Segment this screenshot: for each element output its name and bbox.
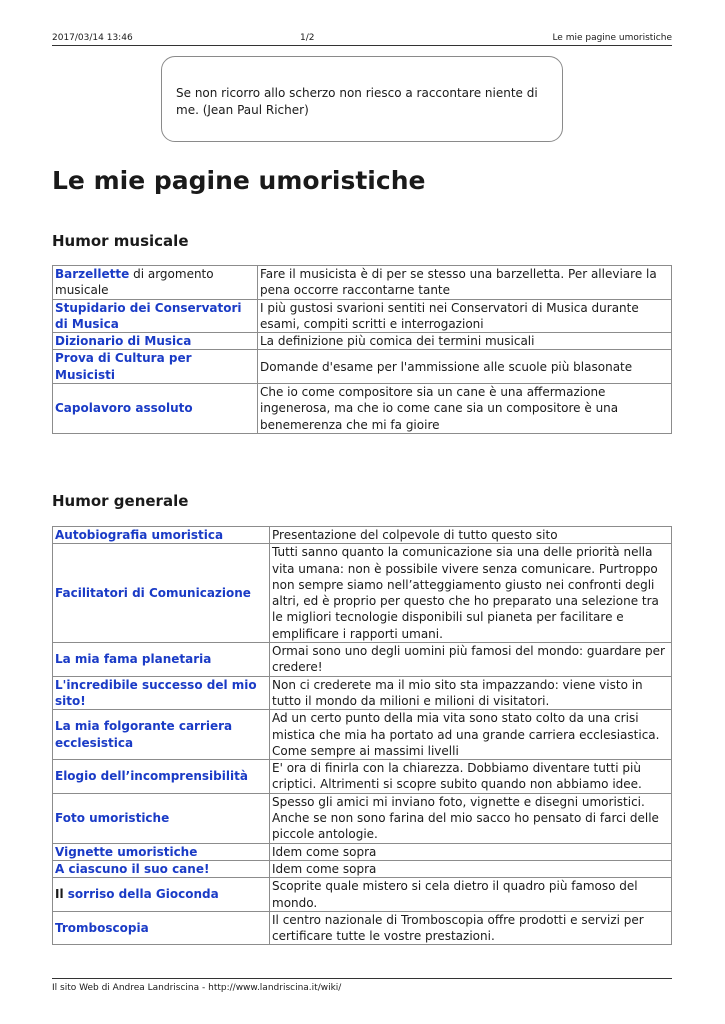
table-row — [53, 676, 672, 710]
section-heading-general: Humor generale — [52, 492, 189, 510]
row-title-link[interactable]: A ciascuno il suo cane! — [55, 861, 210, 876]
row-description: La definizione più comica dei termini musicali — [258, 333, 672, 350]
table-row — [53, 911, 672, 945]
row-title-link[interactable]: sorriso della Gioconda — [67, 887, 219, 902]
print-footer — [52, 978, 672, 994]
music-table — [52, 265, 672, 434]
row-title-link[interactable]: Prova di Cultura per Musicisti — [55, 351, 192, 382]
quote-box — [161, 56, 563, 142]
row-title-prefix: Il — [55, 887, 68, 902]
row-title-link[interactable]: La mia folgorante carriera ecclesistica — [55, 719, 233, 750]
row-title-link[interactable]: Stupidario dei Conservatori di Musica — [55, 300, 242, 331]
table-row — [53, 760, 672, 794]
page-number: 1/2 — [300, 33, 315, 43]
footer-text: Il sito Web di Andrea Landriscina - http://www.landriscina.it/wiki/ — [52, 983, 342, 993]
row-title-cell — [53, 643, 270, 677]
row-title-link[interactable]: Elogio dell’incomprensibilità — [55, 769, 248, 784]
table-row — [53, 266, 672, 300]
row-title-link[interactable]: Facilitatori di Comunicazione — [55, 586, 251, 601]
table-row — [53, 350, 672, 384]
table-row — [53, 333, 672, 350]
row-title-suffix: di argomento musicale — [55, 267, 214, 298]
row-title-cell — [53, 544, 270, 643]
table-row — [53, 299, 672, 333]
row-description: Idem come sopra — [270, 843, 672, 860]
row-title-link[interactable]: Capolavoro assoluto — [55, 401, 193, 416]
row-title-cell — [53, 793, 270, 843]
row-title-link[interactable]: L'incredibile successo del mio sito! — [55, 677, 257, 708]
row-description: Che io come compositore sia un cane è una affermazione ingenerosa, ma che io come cane sia un compositore è una benemerenza che mi fa gioire — [258, 384, 672, 434]
row-description: Ormai sono uno degli uomini più famosi del mondo: guardare per credere! — [270, 643, 672, 677]
print-doc-title: Le mie pagine umoristiche — [552, 33, 672, 43]
row-title-link[interactable]: Barzellette — [55, 267, 130, 281]
row-title-cell — [53, 843, 270, 860]
table-row — [53, 643, 672, 677]
row-description: Non ci crederete ma il mio sito sta impazzando: viene visto in tutto il mondo da milioni e milioni di visitatori. — [270, 676, 672, 710]
row-description: Il centro nazionale di Tromboscopia offre prodotti e servizi per certificare tutte le vostre prestazioni. — [270, 911, 672, 945]
row-title-cell — [53, 860, 270, 877]
print-header — [52, 32, 672, 46]
row-title-cell — [53, 911, 270, 945]
table-row — [53, 793, 672, 843]
table-row — [53, 843, 672, 860]
row-title-cell — [53, 384, 258, 434]
table-row — [53, 527, 672, 544]
quote-text: Se non ricorro allo scherzo non riesco a raccontare niente di me. (Jean Paul Richer) — [176, 86, 538, 117]
row-title-cell — [53, 333, 258, 350]
row-description: Spesso gli amici mi inviano foto, vignette e disegni umoristici. Anche se non sono farina del mio sacco ho pensato di farci delle piccole antologie. — [270, 793, 672, 843]
row-title-cell — [53, 266, 258, 300]
table-row — [53, 878, 672, 912]
row-title-cell — [53, 878, 270, 912]
print-datetime: 2017/03/14 13:46 — [52, 33, 133, 43]
row-title-cell — [53, 527, 270, 544]
section-heading-music: Humor musicale — [52, 232, 189, 250]
page-title: Le mie pagine umoristiche — [52, 166, 426, 195]
table-row — [53, 384, 672, 434]
row-description: Scoprite quale mistero si cela dietro il quadro più famoso del mondo. — [270, 878, 672, 912]
row-description: Idem come sopra — [270, 860, 672, 877]
row-title-cell — [53, 350, 258, 384]
row-description: Tutti sanno quanto la comunicazione sia una delle priorità nella vita umana: non è possibile vivere senza comunicare. Purtroppo non sempre siamo nell’atteggiamento giusto nei confronti degli altri, ed è proprio per questo che ho preparato una selezione tra le migliori tecnologie disponibili sul pianeta per facilitare e emplificare i rapporti umani. — [270, 544, 672, 643]
row-title-link[interactable]: La mia fama planetaria — [55, 652, 212, 667]
row-title-cell — [53, 760, 270, 794]
table-row — [53, 710, 672, 760]
row-title-cell — [53, 710, 270, 760]
general-table — [52, 526, 672, 945]
row-title-link[interactable]: Foto umoristiche — [55, 811, 170, 826]
row-title-link[interactable]: Vignette umoristiche — [55, 844, 198, 859]
row-title-cell — [53, 299, 258, 333]
row-description: I più gustosi svarioni sentiti nei Conservatori di Musica durante esami, compiti scritti e interrogazioni — [258, 299, 672, 333]
row-title-link[interactable]: Tromboscopia — [55, 920, 149, 935]
row-description: Domande d'esame per l'ammissione alle scuole più blasonate — [258, 350, 672, 384]
table-row — [53, 544, 672, 643]
row-title-link[interactable]: Dizionario di Musica — [55, 334, 192, 349]
row-title-cell — [53, 676, 270, 710]
row-title-link[interactable]: Autobiografia umoristica — [55, 528, 224, 542]
row-description: E' ora di finirla con la chiarezza. Dobbiamo diventare tutti più criptici. Altrimenti si scopre subito quando non abbiamo idee. — [270, 760, 672, 794]
table-row — [53, 860, 672, 877]
row-description: Fare il musicista è di per se stesso una barzelletta. Per alleviare la pena occorre raccontarne tante — [258, 266, 672, 300]
row-description: Presentazione del colpevole di tutto questo sito — [270, 527, 672, 544]
row-description: Ad un certo punto della mia vita sono stato colto da una crisi mistica che mia ha portato ad una grande carriera ecclesiastica. Come sempre ai massimi livelli — [270, 710, 672, 760]
